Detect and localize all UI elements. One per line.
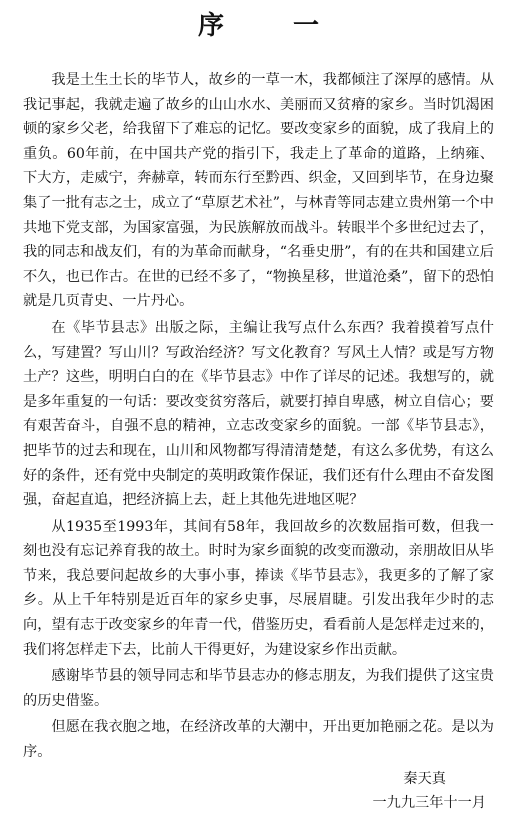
preface-body: [23, 68, 494, 765]
paragraph: 但愿在我衣胞之地，在经济改革的大潮中，开出更加艳丽之花。是以为序。: [23, 719, 494, 761]
paragraph: 从1935至1993年，其间有58年，我回故乡的次数屈指可数，但我一刻也没有忘记养育我的故土。时时为家乡面貌的改变而激动，亲朋故旧从毕节来，我总要问起故乡的大事小事，捧读《毕节县志》，我更多的了解了家乡。从上千年特别是近百年的家乡史事，尽展眉睫。引发出我年少时的志向，望有志于改变家乡的年青一代，借鉴历史，看看前人是怎样走过来的，我们将怎样走下去，比前人干得更好，为建设家乡作出贡献。: [23, 518, 494, 658]
paragraph: 感谢毕节县的领导同志和毕节县志办的修志朋友，为我们提供了这宝贵的历史借鉴。: [23, 668, 494, 709]
paragraph: 我是土生土长的毕节人，故乡的一草一木，我都倾注了深厚的感情。从我记事起，我就走遍了故乡的山山水水、美丽而又贫瘠的家乡。当时饥渴困顿的家乡父老，给我留下了难忘的记忆。要改变家乡的面貌，成了我肩上的重负。60年前，在中国共产党的指引下，我走上了革命的道路，上纳雍、下大方，走威宁，奔赫章，转而东行至黔西、织金，又回到毕节，在身边聚集了一批有志之士，成立了“草原艺术社”，与林青等同志建立贵州第一个中共地下党支部，为国家富强，为民族解放而战斗。转眼半个多世纪过去了，我的同志和战友们，有的为革命而献身，“名垂史册”，有的在共和国建立后不久，也已作古。在世的已经不多了，“物换星移，世道沧桑”，留下的恐怕就是几页青史、一片丹心。: [23, 72, 494, 310]
signature-block: [23, 767, 494, 815]
author-name: 秦天真: [403, 770, 446, 787]
paragraph: 在《毕节县志》出版之际，主编让我写点什么东西？我着摸着写点什么，写建置？写山川？写政治经济？写文化教育？写风土人情？或是写方物土产？这些，明明白白的在《毕节县志》中作了详尽的记述。我想写的，就是多年重复的一句话：要改变贫穷落后，就要打掉自卑感，树立自信心；要有艰苦奋斗，自强不息的精神，立志改变家乡的面貌。一部《毕节县志》，把毕节的过去和现在，山川和风物都写得清清楚楚，有这么多优势，有这么好的条件，还有党中央制定的英明政策作保证，我们还有什么理由不奋发图强，奋起直追，把经济搞上去，赶上其他先进地区呢？: [23, 319, 494, 509]
signature-date: 一九九三年十一月: [372, 794, 486, 811]
page-title: 序 一: [197, 11, 350, 41]
